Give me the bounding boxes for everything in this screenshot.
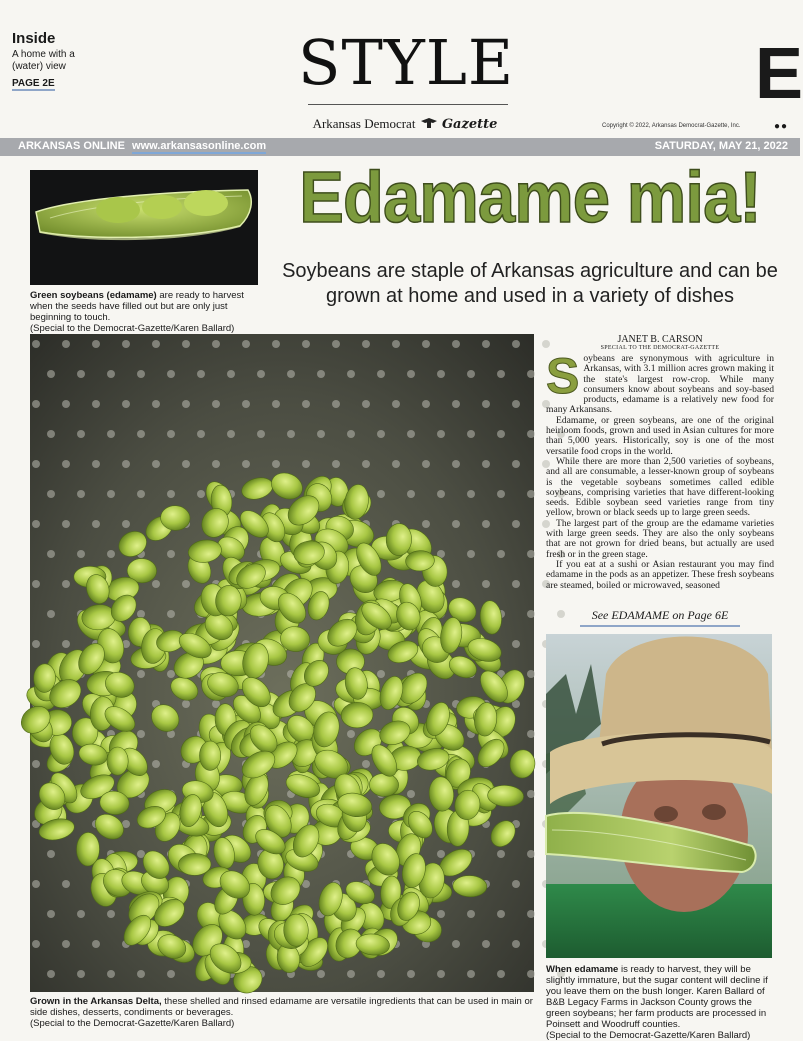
colander-hole (512, 940, 520, 948)
colander-hole (392, 400, 400, 408)
deck: Soybeans are staple of Arkansas agriculture and can be grown at home and used in a variety of dishes (282, 260, 778, 307)
colander-hole (452, 520, 460, 528)
colander-hole (317, 430, 325, 438)
colander-hole (152, 340, 160, 348)
colander-hole (302, 460, 310, 468)
inside-title: Inside (12, 30, 56, 47)
continued-jump-link[interactable]: See EDAMAME on Page 6E (580, 608, 740, 627)
colander-hole (152, 460, 160, 468)
colander-hole (122, 460, 130, 468)
inside-page-ref[interactable]: PAGE 2E (12, 78, 55, 89)
headline: Edamame mia! (299, 158, 761, 238)
colander-hole (497, 490, 505, 498)
colander-hole (497, 850, 505, 858)
colander-hole (167, 610, 175, 618)
colander-hole (227, 370, 235, 378)
colander-hole (437, 850, 445, 858)
colander-hole (62, 880, 70, 888)
colander-hole (377, 490, 385, 498)
colander-hole (107, 970, 115, 978)
colander-hole (32, 640, 40, 648)
edamame-bean (200, 741, 221, 770)
colander-hole (362, 460, 370, 468)
colander-hole (152, 580, 160, 588)
copyright: Copyright © 2022, Arkansas Democrat-Gazette, Inc. (602, 123, 741, 129)
story-paragraph: If you eat at a sushi or Asian restaurant you may find edamame in the pods as an appetizer. These fresh soybeans are steamed, boiled or microwaved, seasoned (546, 558, 774, 591)
colander-hole (107, 550, 115, 558)
colander-hole (62, 640, 70, 648)
colander-hole (482, 580, 490, 588)
colander-hole (527, 730, 535, 738)
site-label: ARKANSAS ONLINE (18, 140, 125, 152)
paper-nameplate (300, 116, 510, 132)
colander-hole (407, 790, 415, 798)
colander-hole (407, 430, 415, 438)
colander-hole (527, 790, 535, 798)
colander-hole (317, 970, 325, 978)
eagle-crest-icon (419, 117, 439, 129)
colander-hole (107, 430, 115, 438)
colander-hole (77, 430, 85, 438)
edamame-bean (107, 747, 128, 775)
edamame-bean (76, 832, 100, 866)
colander-hole (377, 970, 385, 978)
colander-hole (332, 460, 340, 468)
shelled-edamame-photo (30, 334, 534, 992)
colander-hole (467, 370, 475, 378)
colander-hole (527, 670, 535, 678)
colander-hole (332, 400, 340, 408)
pod-caption-text: are ready to harvest when the seeds have filled out but are only just beginning to touch. (30, 290, 244, 323)
colander-hole (272, 340, 280, 348)
colander-hole (137, 730, 145, 738)
colander-hole (347, 430, 355, 438)
colander-hole (47, 550, 55, 558)
masthead-rule (308, 104, 508, 105)
farmer-pod-image (546, 634, 772, 958)
colander-hole (512, 880, 520, 888)
colander-hole (257, 430, 265, 438)
colander-hole (152, 400, 160, 408)
colander-hole (527, 850, 535, 858)
colander-hole (527, 910, 535, 918)
colander-hole (452, 940, 460, 948)
farmer-caption (546, 964, 776, 1041)
section-letter: E (755, 34, 803, 114)
colander-hole (32, 520, 40, 528)
colander-hole (467, 490, 475, 498)
colander-hole (92, 460, 100, 468)
issue-date: SATURDAY, MAY 21, 2022 (654, 140, 788, 152)
colander-hole (92, 940, 100, 948)
colander-hole (77, 370, 85, 378)
colander-hole (407, 490, 415, 498)
main-caption (30, 996, 540, 1029)
colander-hole (47, 850, 55, 858)
colander-hole (422, 520, 430, 528)
colander-hole (92, 400, 100, 408)
colander-hole (302, 340, 310, 348)
pod-caption-credit: (Special to the Democrat-Gazette/Karen Ballard) (30, 323, 235, 334)
colander-hole (482, 940, 490, 948)
author-byline: JANET B. CARSON (617, 334, 703, 345)
colander-hole (197, 490, 205, 498)
colander-hole (497, 910, 505, 918)
colander-hole (362, 400, 370, 408)
colander-hole (47, 370, 55, 378)
colander-hole (527, 370, 535, 378)
colander-hole (182, 580, 190, 588)
colander-hole (482, 400, 490, 408)
colander-hole (212, 340, 220, 348)
colander-hole (167, 490, 175, 498)
colander-hole (137, 490, 145, 498)
colander-hole (437, 970, 445, 978)
colander-hole (437, 910, 445, 918)
colander-hole (377, 670, 385, 678)
main-caption-text: these shelled and rinsed edamame are versatile ingredients that can be used in main or side dishes, desserts, condiments or beverages. (30, 996, 533, 1018)
colander-hole (437, 430, 445, 438)
colander-hole (152, 760, 160, 768)
colander-hole (167, 370, 175, 378)
story-paragraph: While there are more than 2,500 varieties of soybeans, and all are consumable, a lesser-known group of soybeans is the vegetable soybeans sometimes called edible soybeans, comprising varieties that have different-looking seeds. Edible soybean seed varieties range from tiny yellow, brown or black seeds up to large green seeds. (546, 455, 774, 519)
inside-teaser[interactable] (12, 30, 82, 91)
colander-hole (32, 940, 40, 948)
colander-hole (47, 910, 55, 918)
colander-hole (32, 580, 40, 588)
pod-caption (30, 290, 262, 334)
colander-hole (512, 340, 520, 348)
colander-hole (182, 400, 190, 408)
colander-hole (512, 400, 520, 408)
colander-hole (302, 400, 310, 408)
colander-hole (182, 460, 190, 468)
colander-hole (32, 460, 40, 468)
colander-hole (32, 760, 40, 768)
colander-hole (32, 400, 40, 408)
colander-hole (77, 550, 85, 558)
main-caption-lead: Grown in the Arkansas Delta, (30, 996, 162, 1007)
colander-hole (47, 970, 55, 978)
edition-dots: ●● (774, 121, 789, 132)
colander-hole (497, 370, 505, 378)
colander-hole (497, 550, 505, 558)
edamame-bean (283, 914, 308, 947)
colander-hole (122, 400, 130, 408)
colander-hole (407, 970, 415, 978)
main-caption-credit: (Special to the Democrat-Gazette/Karen Ballard) (30, 1018, 235, 1029)
colander-hole (377, 430, 385, 438)
colander-hole (512, 460, 520, 468)
colander-hole (482, 520, 490, 528)
colander-hole (527, 970, 535, 978)
colander-hole (377, 370, 385, 378)
colander-hole (47, 610, 55, 618)
colander-hole (107, 490, 115, 498)
colander-hole (437, 370, 445, 378)
colander-hole (512, 640, 520, 648)
edamame-pod-photo (30, 170, 258, 285)
colander-hole (452, 580, 460, 588)
colander-hole (137, 970, 145, 978)
colander-hole (527, 490, 535, 498)
farmer-caption-lead: When edamame (546, 964, 619, 975)
colander-hole (92, 340, 100, 348)
colander-hole (272, 400, 280, 408)
colander-hole (242, 340, 250, 348)
colander-hole (482, 460, 490, 468)
colander-hole (467, 970, 475, 978)
story-paragraph: Edamame, or green soybeans, are one of the original heirloom foods, grown and used in Asian cultures for more than 5,000 years. Historically, soy is one of the most versatile food crops in the world. (546, 414, 774, 457)
colander-hole (362, 760, 370, 768)
colander-hole (212, 460, 220, 468)
colander-hole (317, 370, 325, 378)
colander-hole (77, 910, 85, 918)
colander-hole (512, 520, 520, 528)
colander-hole (107, 910, 115, 918)
colander-hole (437, 490, 445, 498)
colander-hole (392, 460, 400, 468)
colander-hole (212, 400, 220, 408)
colander-hole (167, 430, 175, 438)
colander-hole (62, 580, 70, 588)
colander-hole (182, 340, 190, 348)
colander-hole (422, 400, 430, 408)
farmer-caption-credit: (Special to the Democrat-Gazette/Karen Ballard) (546, 1030, 751, 1041)
story-paragraph: The largest part of the group are the edamame varieties with large green seeds. They are also the only soybeans that are not grown for dried beans, but actually are used fresh or in the green stage. (546, 517, 774, 560)
colander-hole (497, 970, 505, 978)
drop-cap: S (546, 348, 580, 404)
colander-hole (407, 370, 415, 378)
colander-hole (32, 880, 40, 888)
colander-hole (77, 970, 85, 978)
shelled-edamame-image (30, 334, 534, 992)
colander-hole (452, 400, 460, 408)
colander-hole (422, 340, 430, 348)
edamame-pod-image (30, 170, 258, 285)
farmer-caption-text: is ready to harvest, they will be slightly immature, but the sugar content will decline if you leave them on the bush longer. Karen Ballard of B&B Legacy Farms in Jackson County grows the green soybeans; her farm products are processed in Poinsett and Woodruff counties. (546, 964, 768, 1030)
colander-hole (47, 490, 55, 498)
colander-hole (257, 370, 265, 378)
colander-hole (482, 340, 490, 348)
colander-hole (347, 730, 355, 738)
colander-hole (77, 490, 85, 498)
paper-name-left: Arkansas Democrat (312, 116, 416, 131)
colander-hole (137, 370, 145, 378)
colander-hole (62, 340, 70, 348)
colander-hole (32, 340, 40, 348)
site-link[interactable] (18, 140, 266, 152)
colander-hole (467, 550, 475, 558)
colander-hole (467, 430, 475, 438)
colander-hole (137, 430, 145, 438)
colander-hole (122, 520, 130, 528)
inside-blurb: A home with a (water) view (12, 49, 75, 72)
farmer-pod-photo (546, 634, 772, 958)
section-title: STYLE (298, 26, 515, 99)
colander-hole (242, 400, 250, 408)
colander-hole (287, 370, 295, 378)
colander-hole (527, 550, 535, 558)
colander-hole (512, 580, 520, 588)
colander-hole (167, 970, 175, 978)
colander-hole (527, 430, 535, 438)
colander-hole (497, 430, 505, 438)
colander-hole (452, 340, 460, 348)
colander-hole (392, 340, 400, 348)
story-paragraph: Soybeans are synonymous with agriculture in Arkansas, with 3.1 million acres grown making it the state's largest row-crop. While many consumers know about soybeans and soy-based products, edamame is a relatively new food for many Arkansans. (546, 348, 774, 416)
colander-hole (167, 550, 175, 558)
site-url[interactable]: www.arkansasonline.com (132, 140, 267, 152)
colander-hole (62, 520, 70, 528)
colander-hole (197, 370, 205, 378)
colander-hole (182, 700, 190, 708)
colander-hole (47, 430, 55, 438)
paper-name-right: Gazette (441, 117, 498, 132)
colander-hole (422, 460, 430, 468)
colander-hole (137, 670, 145, 678)
colander-hole (557, 610, 565, 618)
colander-hole (287, 430, 295, 438)
colander-hole (242, 460, 250, 468)
colander-hole (362, 340, 370, 348)
colander-hole (347, 970, 355, 978)
colander-hole (62, 940, 70, 948)
colander-hole (227, 430, 235, 438)
author-affiliation: SPECIAL TO THE DEMOCRAT-GAZETTE (600, 345, 720, 351)
colander-hole (467, 910, 475, 918)
colander-hole (452, 460, 460, 468)
colander-hole (122, 340, 130, 348)
colander-hole (332, 340, 340, 348)
colander-hole (272, 460, 280, 468)
pod-caption-lead: Green soybeans (edamame) (30, 290, 157, 301)
colander-hole (137, 610, 145, 618)
colander-hole (347, 370, 355, 378)
colander-hole (62, 400, 70, 408)
colander-hole (92, 520, 100, 528)
colander-hole (62, 460, 70, 468)
colander-hole (197, 430, 205, 438)
colander-hole (167, 670, 175, 678)
colander-hole (107, 370, 115, 378)
colander-hole (527, 610, 535, 618)
